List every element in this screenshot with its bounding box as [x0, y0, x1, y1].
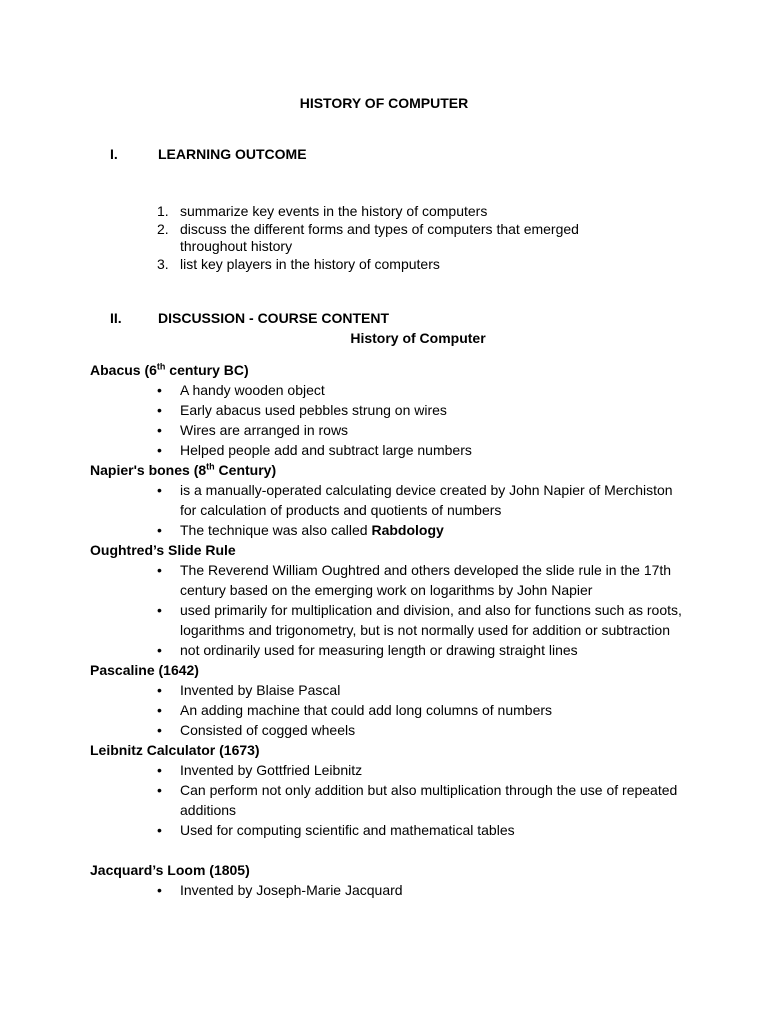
bullet-icon: •	[157, 482, 162, 498]
heading-text: LEARNING OUTCOME	[158, 146, 307, 162]
list-item-text: Helped people add and subtract large numbers	[180, 442, 472, 458]
section-subtitle: History of Computer	[350, 330, 486, 346]
bullet-icon: •	[157, 722, 162, 738]
section-title-leibnitz: Leibnitz Calculator (1673)	[90, 742, 260, 758]
list-item-text: not ordinarily used for measuring length or drawing straight lines	[180, 642, 578, 658]
list-item	[157, 203, 627, 221]
list-number: 3.	[157, 255, 169, 272]
list-item	[157, 820, 690, 840]
bullet-icon: •	[157, 602, 162, 618]
list-item-text: is a manually-operated calculating device created by John Napier of Merchiston for calculation of products and quotients of numbers	[180, 482, 673, 518]
list-item-text: used primarily for multiplication and division, and also for functions such as roots, logarithms and trigonometry, but is not normally used for addition or subtraction	[180, 602, 682, 638]
list-item	[157, 440, 690, 460]
heading-numeral: I.	[110, 146, 118, 162]
bullet-icon: •	[157, 442, 162, 458]
bullet-icon: •	[157, 882, 162, 898]
list-item-text: The Reverend William Oughtred and others developed the slide rule in the 17th century based on the emerging work on logarithms by John Napier	[180, 562, 672, 598]
heading-discussion	[110, 308, 389, 328]
bullet-icon: •	[157, 782, 162, 798]
list-item-text: Invented by Joseph-Marie Jacquard	[180, 882, 403, 898]
bullet-icon: •	[157, 522, 162, 538]
bullet-icon: •	[157, 762, 162, 778]
list-item-text: Wires are arranged in rows	[180, 422, 349, 438]
list-number: 2.	[157, 220, 169, 237]
list-item-text: The technique was also called	[180, 522, 372, 538]
list-item	[157, 380, 690, 400]
list-item	[157, 256, 627, 274]
list-item	[157, 880, 690, 900]
pascaline-list	[90, 680, 690, 740]
bullet-icon: •	[157, 562, 162, 578]
list-item-text: Early abacus used pebbles strung on wires	[180, 402, 447, 418]
list-item-text: list key players in the history of computers	[180, 255, 440, 272]
bullet-icon: •	[157, 682, 162, 698]
bullet-icon: •	[157, 642, 162, 658]
list-item-text: discuss the different forms and types of computers that emerged throughout history	[180, 220, 579, 254]
section-title-pascaline: Pascaline (1642)	[90, 662, 199, 678]
list-item	[157, 560, 690, 600]
history-sections	[90, 360, 690, 900]
title-part: century BC)	[165, 362, 249, 378]
bullet-icon: •	[157, 422, 162, 438]
list-item	[157, 780, 690, 820]
abacus-list	[90, 380, 690, 460]
list-item	[157, 760, 690, 780]
list-item-text: Consisted of cogged wheels	[180, 722, 356, 738]
list-item-text: summarize key events in the history of computers	[180, 203, 488, 219]
list-item	[157, 680, 690, 700]
bold-term: Rabdology	[371, 522, 444, 538]
bullet-icon: •	[157, 382, 162, 398]
bullet-icon: •	[157, 402, 162, 418]
title-part: Century)	[214, 462, 277, 478]
list-item	[157, 640, 690, 660]
section-title-jacquard: Jacquard’s Loom (1805)	[90, 862, 250, 878]
list-item-text: Invented by Gottfried Leibnitz	[180, 762, 363, 778]
list-item	[157, 400, 690, 420]
learning-outcomes-list	[157, 203, 627, 273]
document-title: HISTORY OF COMPUTER	[299, 95, 469, 111]
heading-numeral: II.	[110, 310, 122, 326]
section-title-napier	[90, 460, 690, 480]
section-title-abacus	[90, 360, 690, 380]
heading-text: DISCUSSION - COURSE CONTENT	[158, 310, 390, 326]
title-superscript: th	[156, 361, 166, 372]
jacquard-list	[90, 880, 690, 900]
list-item-text: Used for computing scientific and mathematical tables	[180, 822, 515, 838]
title-superscript: th	[206, 461, 215, 472]
list-item-text: Can perform not only addition but also multiplication through the use of repeated additions	[180, 782, 678, 818]
napier-list	[90, 480, 690, 540]
list-item-text: Invented by Blaise Pascal	[180, 682, 341, 698]
bullet-icon: •	[157, 822, 162, 838]
leibnitz-list	[90, 760, 690, 840]
list-item	[157, 480, 690, 520]
list-item	[157, 520, 690, 540]
section-title-oughtred: Oughtred’s Slide Rule	[90, 542, 236, 558]
title-part: Abacus (6	[90, 362, 157, 378]
list-item-text: An adding machine that could add long columns of numbers	[180, 702, 553, 718]
title-part: Napier's bones (8	[90, 462, 207, 478]
list-item-text: A handy wooden object	[180, 382, 325, 398]
list-item	[157, 720, 690, 740]
list-item	[157, 420, 690, 440]
heading-learning-outcome	[110, 144, 307, 164]
spacer	[90, 840, 690, 860]
oughtred-list	[90, 560, 690, 660]
list-item	[157, 221, 627, 256]
bullet-icon: •	[157, 702, 162, 718]
list-item	[157, 600, 690, 640]
list-number: 1.	[157, 203, 169, 219]
list-item	[157, 700, 690, 720]
